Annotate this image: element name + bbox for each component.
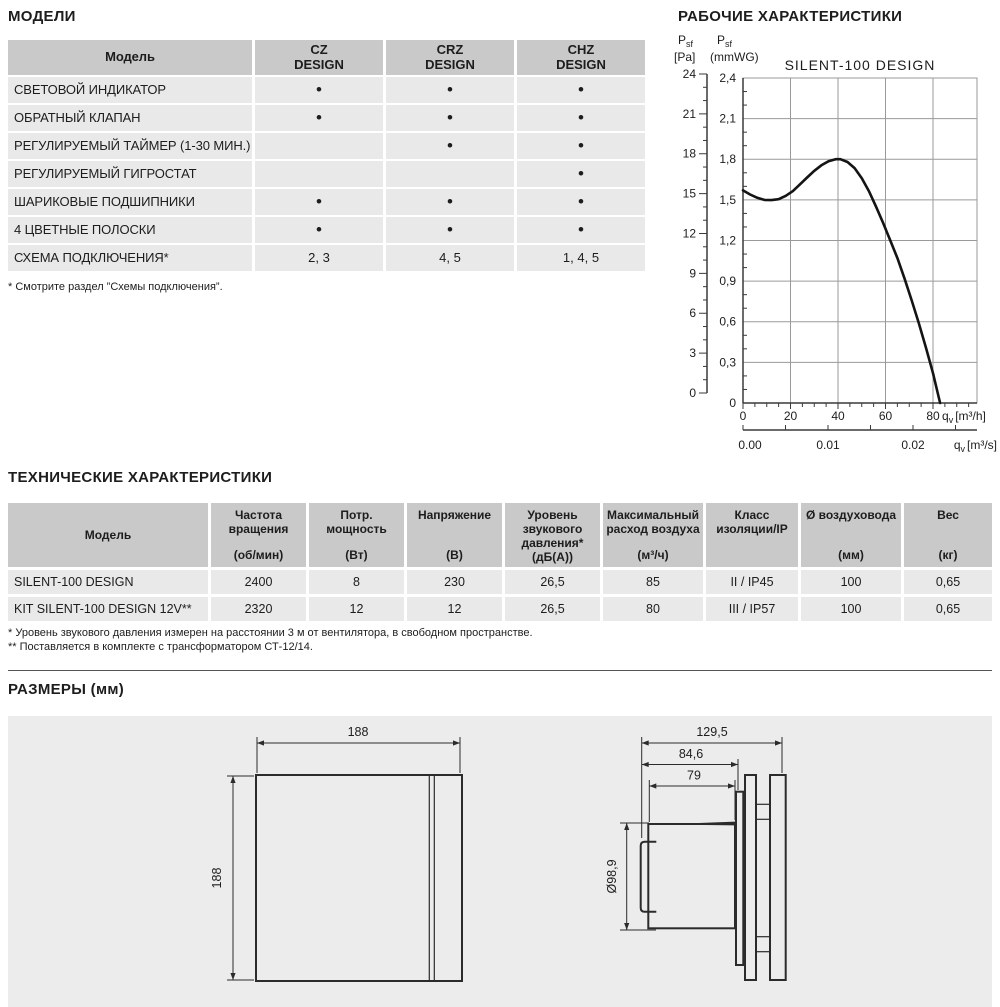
tech-header-name: Напряжение xyxy=(417,508,492,522)
tech-cell: 80 xyxy=(603,597,703,621)
models-row-label: РЕГУЛИРУЕМЫЙ ТАЙМЕР (1-30 МИН.) xyxy=(8,133,252,159)
flow-tick-label: 80 xyxy=(926,409,940,423)
section-divider xyxy=(8,670,992,671)
models-section-title: МОДЕЛИ xyxy=(8,8,76,25)
tech-header-noise xyxy=(505,503,600,567)
side-diameter-arrow-bottom xyxy=(624,923,629,930)
models-cell: • xyxy=(517,161,645,187)
pa-tick-label: 6 xyxy=(689,306,696,321)
models-cell xyxy=(255,161,383,187)
models-row-label: 4 ЦВЕТНЫЕ ПОЛОСКИ xyxy=(8,217,252,243)
mmwg-tick-label: 1,2 xyxy=(719,233,736,248)
models-cell xyxy=(386,161,514,187)
mmwg-tick-label: 0 xyxy=(729,396,736,410)
pa-tick-label: 24 xyxy=(682,66,696,81)
dimensions-panel xyxy=(8,716,992,1007)
tech-header-unit: (дБ(А)) xyxy=(532,550,573,565)
tech-header-power xyxy=(309,503,404,567)
tech-header-speed xyxy=(211,503,306,567)
models-header-crz-line1: CRZ xyxy=(436,42,464,58)
pa-axis-unit: [Pa] xyxy=(674,50,696,64)
tech-cell: 12 xyxy=(309,597,404,621)
chart-ticks-layer xyxy=(683,67,969,452)
side-body-label: 79 xyxy=(687,768,701,783)
models-cell: • xyxy=(255,217,383,243)
models-header-chz xyxy=(517,40,645,75)
mmwg-tick-label: 0,6 xyxy=(719,314,736,329)
side-diameter-label: Ø98,9 xyxy=(605,859,619,894)
models-cell: 2, 3 xyxy=(255,245,383,271)
tech-cell: 12 xyxy=(407,597,502,621)
mmwg-tick-label: 1,5 xyxy=(719,192,736,207)
tech-cell: 100 xyxy=(801,597,901,621)
side-plate-label: 84,6 xyxy=(678,747,704,761)
mmwg-tick-label: 1,8 xyxy=(719,152,736,167)
flow-tick-label: 0 xyxy=(739,409,747,423)
models-cell: • xyxy=(386,189,514,215)
models-cell: • xyxy=(255,77,383,103)
models-footnote: * Смотрите раздел ”Схемы подключения”. xyxy=(8,281,223,293)
side-clip-bottom xyxy=(756,937,770,952)
tech-header-unit: (В) xyxy=(446,547,463,562)
front-width-label: 188 xyxy=(347,725,369,739)
tech-cell: 230 xyxy=(407,570,502,594)
models-cell: • xyxy=(517,217,645,243)
flow2-axis-unit: $q_v$ [m³/s] xyxy=(953,438,997,454)
performance-chart-svg xyxy=(670,28,1000,458)
flow-tick-label: 20 xyxy=(783,409,798,423)
flow-tick-label: 40 xyxy=(831,409,845,423)
models-cell: • xyxy=(386,105,514,131)
tech-cell: 2320 xyxy=(211,597,306,621)
flow2-tick-label: 0.02 xyxy=(901,438,925,452)
side-plate-arrow-left xyxy=(642,762,649,767)
tech-header-name: Модель xyxy=(84,527,132,542)
flow-tick-label: 60 xyxy=(878,409,893,423)
tech-header-name: Максимальный расход воздуха xyxy=(606,508,700,537)
tech-footnote-2: ** Поставляется в комплекте с трансформатором СТ-12/14. xyxy=(8,641,313,653)
tech-header-name: Уровень звукового давления* xyxy=(521,508,584,551)
tech-cell: 85 xyxy=(603,570,703,594)
side-overall-arrow-left xyxy=(642,740,649,745)
models-header-crz xyxy=(386,40,514,75)
tech-cell: 26,5 xyxy=(505,597,600,621)
models-header-cz xyxy=(255,40,383,75)
dimensions-section-title: РАЗМЕРЫ (мм) xyxy=(8,681,125,698)
tech-cell: 2400 xyxy=(211,570,306,594)
pa-tick-label: 21 xyxy=(682,106,696,121)
tech-footnote-1: * Уровень звукового давления измерен на расстоянии 3 м от вентилятора, в свободном пространстве. xyxy=(8,627,533,639)
pa-tick-label: 18 xyxy=(682,146,696,161)
models-cell: 1, 4, 5 xyxy=(517,245,645,271)
front-width-arrow-left xyxy=(257,740,264,745)
models-header-chz-line2: DESIGN xyxy=(556,56,606,72)
models-cell: • xyxy=(517,77,645,103)
models-table xyxy=(8,40,645,271)
chart-grid-layer xyxy=(743,78,977,403)
pa-tick-label: 0 xyxy=(689,386,696,400)
tech-header-duct xyxy=(801,503,901,567)
tech-header-airflow xyxy=(603,503,703,567)
tech-header-unit: (Вт) xyxy=(345,547,368,562)
front-width-arrow-right xyxy=(453,740,460,745)
performance-section-title: РАБОЧИЕ ХАРАКТЕРИСТИКИ xyxy=(678,8,903,25)
tech-header-model xyxy=(8,503,208,567)
models-cell: • xyxy=(255,105,383,131)
models-header-cz-line1: CZ xyxy=(310,42,328,58)
tech-header-name: Потр. мощность xyxy=(326,508,387,537)
tech-header-unit: (кг) xyxy=(938,547,958,562)
tech-header-voltage xyxy=(407,503,502,567)
tech-cell: 0,65 xyxy=(904,597,992,621)
tech-row-model: KIT SILENT-100 DESIGN 12V** xyxy=(8,597,208,621)
dimensions-drawing-svg xyxy=(8,716,992,1007)
models-header-crz-line2: DESIGN xyxy=(425,56,475,72)
pa-tick-label: 12 xyxy=(682,226,696,241)
tech-header-name: Ø воздуховода xyxy=(806,508,896,522)
models-cell: • xyxy=(517,189,645,215)
tech-cell: II / IP45 xyxy=(706,570,798,594)
front-height-arrow-top xyxy=(230,776,235,783)
models-cell xyxy=(255,133,383,159)
models-header-chz-line1: CHZ xyxy=(567,42,595,58)
pa-tick-label: 3 xyxy=(689,346,696,361)
pa-axis-label: $P_{sf}$ xyxy=(678,33,694,49)
tech-table xyxy=(8,503,992,621)
flow2-tick-label: 0.00 xyxy=(738,438,762,452)
models-cell: • xyxy=(386,77,514,103)
tech-section-title: ТЕХНИЧЕСКИЕ ХАРАКТЕРИСТИКИ xyxy=(8,469,273,486)
flow-axis-unit: $q_v$ [m³/h] xyxy=(942,409,986,425)
tech-cell: 100 xyxy=(801,570,901,594)
front-panel-outline xyxy=(256,775,462,981)
side-view-drawing xyxy=(605,725,786,980)
mmwg-axis-label: $P_{sf}$ xyxy=(717,33,733,49)
tech-cell: 26,5 xyxy=(505,570,600,594)
tech-header-name: Вес xyxy=(937,508,959,522)
tech-cell: 0,65 xyxy=(904,570,992,594)
front-height-label: 188 xyxy=(210,867,224,889)
models-cell: • xyxy=(517,133,645,159)
mmwg-axis-unit: (mmWG) xyxy=(710,50,759,64)
side-mount-flange xyxy=(736,792,743,965)
side-overall-label: 129,5 xyxy=(696,725,728,739)
side-body-outline xyxy=(648,824,735,928)
side-body-arrow-left xyxy=(649,783,656,788)
tech-header-unit: (об/мин) xyxy=(233,547,284,562)
tech-header-weight xyxy=(904,503,992,567)
side-body-arrow-right xyxy=(728,783,735,788)
side-plate-arrow-right xyxy=(731,762,738,767)
models-row-label: ОБРАТНЫЙ КЛАПАН xyxy=(8,105,252,131)
models-cell: 4, 5 xyxy=(386,245,514,271)
pa-tick-label: 15 xyxy=(682,186,696,201)
mmwg-tick-label: 2,1 xyxy=(719,111,736,126)
models-header-model: Модель xyxy=(8,40,252,75)
mmwg-tick-label: 0,9 xyxy=(719,274,736,289)
tech-header-name: Класс изоляции/IP xyxy=(716,508,788,537)
models-cell: • xyxy=(517,105,645,131)
side-diameter-arrow-top xyxy=(624,823,629,830)
tech-row-model: SILENT-100 DESIGN xyxy=(8,570,208,594)
mmwg-tick-label: 2,4 xyxy=(719,70,736,85)
chart-title: SILENT-100 DESIGN xyxy=(784,57,936,73)
pa-tick-label: 9 xyxy=(689,266,696,281)
tech-header-name: Частота вращения xyxy=(228,508,289,537)
side-front-cover xyxy=(770,775,786,980)
models-header-cz-line2: DESIGN xyxy=(294,56,344,72)
tech-header-insulation xyxy=(706,503,798,567)
tech-header-unit: (мм) xyxy=(838,547,864,562)
side-clip-top xyxy=(756,804,770,819)
models-cell: • xyxy=(386,133,514,159)
flow2-tick-label: 0.01 xyxy=(816,438,840,452)
models-cell: • xyxy=(255,189,383,215)
side-overall-arrow-right xyxy=(775,740,782,745)
models-row-label: СВЕТОВОЙ ИНДИКАТОР xyxy=(8,77,252,103)
front-view-drawing xyxy=(210,725,462,981)
front-height-arrow-bottom xyxy=(230,973,235,980)
tech-cell: III / IP57 xyxy=(706,597,798,621)
side-base-plate xyxy=(745,775,756,980)
models-row-label: СХЕМА ПОДКЛЮЧЕНИЯ* xyxy=(8,245,252,271)
tech-cell: 8 xyxy=(309,570,404,594)
mmwg-tick-label: 0,3 xyxy=(719,355,736,370)
models-cell: • xyxy=(386,217,514,243)
tech-header-unit: (м³/ч) xyxy=(637,547,669,562)
models-row-label: РЕГУЛИРУЕМЫЙ ГИГРОСТАТ xyxy=(8,161,252,187)
models-row-label: ШАРИКОВЫЕ ПОДШИПНИКИ xyxy=(8,189,252,215)
